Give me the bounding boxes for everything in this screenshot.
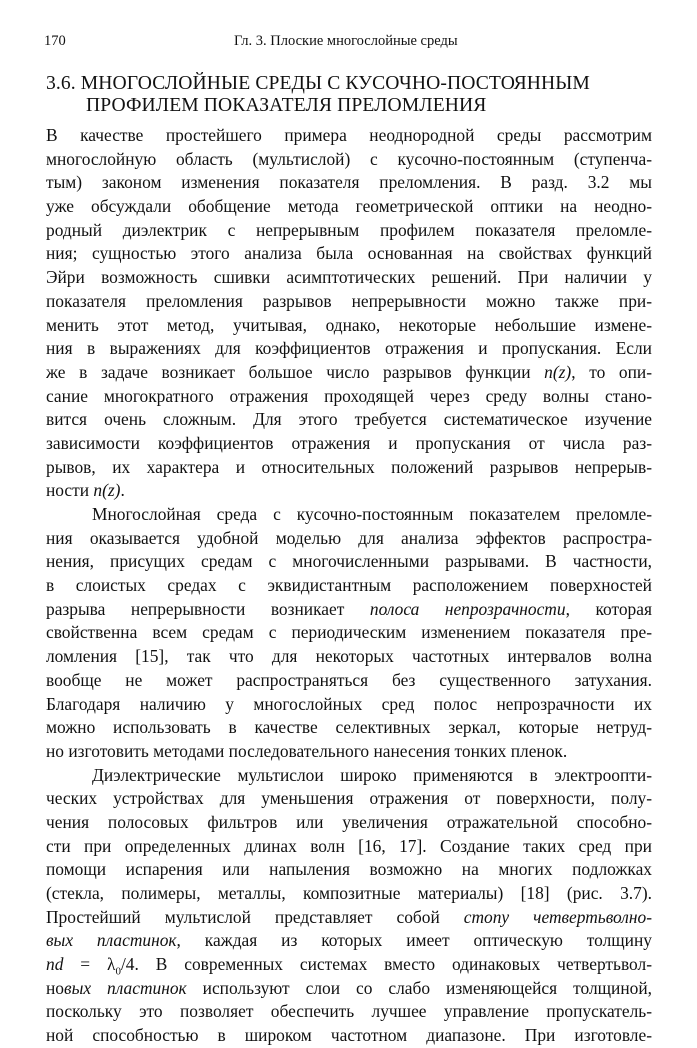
section-title-line-1: 3.6. МНОГОСЛОЙНЫЕ СРЕДЫ С КУСОЧНО-ПОСТОЯННЫМ: [46, 73, 590, 94]
text-line: ности n(z).: [46, 480, 125, 501]
body-text: [46, 124, 652, 1048]
text-line: ния; сущностью этого анализа была основанная на свойствах функций: [46, 243, 652, 264]
text-line: разрыва непрерывности возникает полоса непрозрачности, которая: [46, 598, 652, 619]
text-line: уже обсуждали обобщение метода геометрической оптики на неодно-: [46, 196, 652, 217]
section-title-line-2: ПРОФИЛЕМ ПОКАЗАТЕЛЯ ПРЕЛОМЛЕНИЯ: [86, 95, 487, 116]
section-title: [46, 73, 656, 117]
text-line: помощи испарения или напыления возможно на многих подложках: [46, 859, 652, 880]
text-line: Диэлектрические мультислои широко применяются в электроопти-: [92, 764, 652, 785]
text-line: Эйри возможность сшивки асимптотических решений. При наличии у: [46, 267, 652, 288]
text-line: многослойную область (мультислой) с кусочно-постоянным (ступенча-: [46, 148, 652, 169]
text-line: В качестве простейшего примера неоднородной среды рассмотрим: [46, 125, 652, 145]
text-line: поскольку это позволяет обеспечить лучшее управление пропускатель-: [46, 1001, 652, 1022]
text-line: ной способностью в широком частотном диапазоне. При изготовле-: [46, 1025, 652, 1046]
text-line: менить этот метод, учитывая, однако, некоторые небольшие измене-: [46, 314, 652, 335]
text-line: родный диэлектрик с непрерывным профилем показателя преломле-: [46, 219, 652, 240]
text-line: тым) законом изменения показателя преломления. В разд. 3.2 мы: [46, 172, 652, 193]
running-head: Гл. 3. Плоские многослойные среды: [234, 33, 458, 49]
text-line: Благодаря наличию у многослойных сред полос непрозрачности их: [46, 693, 652, 714]
text-line: новых пластинок используют слои со слабо изменяющейся толщиной,: [46, 977, 652, 998]
text-line: Многослойная среда с кусочно-постоянным показателем преломле-: [92, 504, 652, 524]
text-line: сание многократного отражения проходящей через среду волны стано-: [46, 385, 652, 406]
text-line: ческих устройствах для уменьшения отражения от поверхности, полу-: [46, 788, 652, 809]
paragraph-1: [46, 124, 652, 503]
text-line: ния оказывается удобной моделью для анализа эффектов распростра-: [46, 527, 652, 548]
text-line: но изготовить методами последовательного нанесения тонких пленок.: [46, 740, 568, 761]
page-header: [44, 33, 664, 55]
text-line: можно использовать в качестве селективных зеркал, которые нетруд-: [46, 717, 652, 738]
text-line: сти при определенных длинах волн [16, 17]. Создание таких сред при: [46, 835, 652, 856]
text-line: чения полосовых фильтров или увеличения отражательной способно-: [46, 811, 652, 832]
paragraph-3: [46, 764, 652, 1048]
text-line: свойственна всем средам с периодическим изменением показателя пре-: [46, 622, 652, 643]
text-line: рывов, их характера и относительных положений разрывов непрерыв-: [46, 456, 652, 477]
text-line: ломления [15], так что для некоторых частотных интервалов волна: [46, 646, 652, 667]
text-line: в слоистых средах с эквидистантным расположением поверхностей: [46, 575, 652, 596]
text-line: же в задаче возникает большое число разрывов функции n(z), то опи-: [46, 361, 652, 382]
text-line: ния в выражениях для коэффициентов отражения и пропускания. Если: [46, 338, 652, 359]
text-line: nd = $\lambda_0/4$. В современных системах вместо одинаковых четвертьвол-: [46, 954, 652, 977]
text-line: (стекла, полимеры, металлы, композитные материалы) [18] (рис. 3.7).: [46, 883, 652, 903]
text-line: зависимости коэффициентов отражения и пропускания от числа раз-: [46, 432, 652, 453]
text-line: вится очень сложным. Для этого требуется систематическое изучение: [46, 409, 652, 430]
text-line: вых пластинок, каждая из которых имеет оптическую толщину: [46, 930, 652, 951]
text-line: показателя преломления разрывов непрерывности можно также при-: [46, 290, 652, 311]
text-line: Простейший мультислой представляет собой стопу четвертьволно-: [46, 906, 652, 927]
text-line: нения, присущих средам с многочисленными разрывами. В частности,: [46, 551, 652, 572]
text-line: вообще не может распространяться без существенного затухания.: [46, 669, 652, 690]
paragraph-2: [46, 503, 652, 764]
page-number: 170: [44, 33, 66, 49]
